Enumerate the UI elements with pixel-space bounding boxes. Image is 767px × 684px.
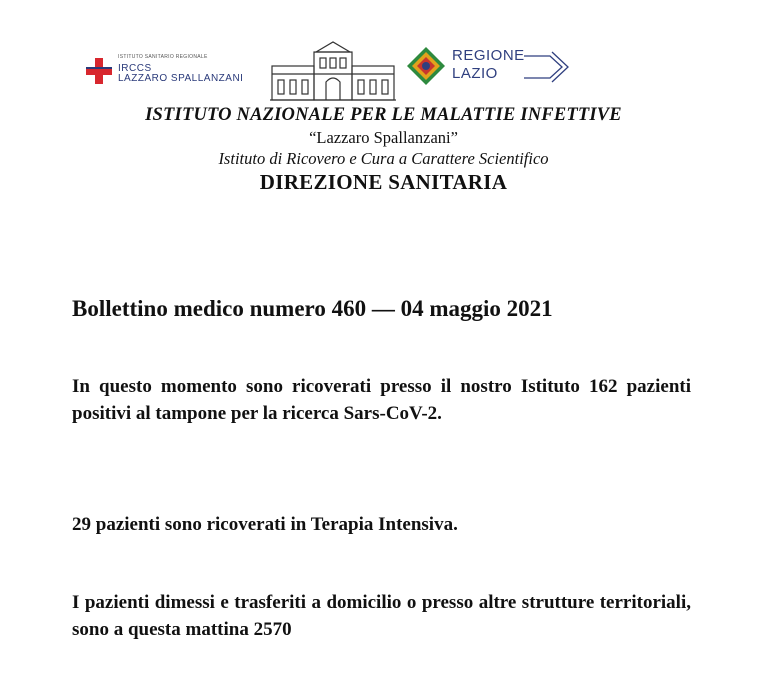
bulletin-paragraph-1: In questo momento sono ricoverati presso il nostro Istituto 162 pazienti positivi al tampone per la ricerca Sars-CoV-2.: [72, 376, 691, 424]
irccs-small-text: ISTITUTO SANITARIO REGIONALE: [118, 54, 208, 60]
irccs-line2: LAZZARO SPALLANZANI: [118, 73, 244, 84]
regione-emblem-icon: [406, 46, 446, 86]
building-icon: [268, 38, 398, 102]
regione-line2: LAZIO: [452, 65, 498, 82]
bulletin-paragraph-2: 29 pazienti sono ricoverati in Terapia Intensiva.: [72, 514, 458, 535]
institute-subtitle: Istituto di Ricovero e Cura a Carattere Scientifico: [218, 149, 549, 168]
red-cross-icon: [86, 58, 112, 84]
regione-line1: REGIONE: [452, 47, 525, 64]
logo-bar: [0, 32, 767, 104]
institute-name: ISTITUTO NAZIONALE PER LE MALATTIE INFETTIVE: [145, 105, 622, 125]
irccs-line1: IRCCS: [118, 63, 152, 74]
regione-lazio-logo: [406, 42, 576, 92]
bulletin-title: Bollettino medico numero 460 — 04 maggio 2021: [72, 296, 553, 321]
institute-honorific: “Lazzaro Spallanzani”: [309, 128, 458, 147]
irccs-logo: [86, 54, 266, 94]
department-title: DIREZIONE SANITARIA: [259, 170, 508, 194]
document-header: [0, 104, 767, 195]
bulletin-paragraph-3: I pazienti dimessi e trasferiti a domicilio o presso altre strutture territoriali, sono a questa mattina 2570: [72, 592, 691, 640]
regione-chevron-icon: [524, 50, 570, 84]
